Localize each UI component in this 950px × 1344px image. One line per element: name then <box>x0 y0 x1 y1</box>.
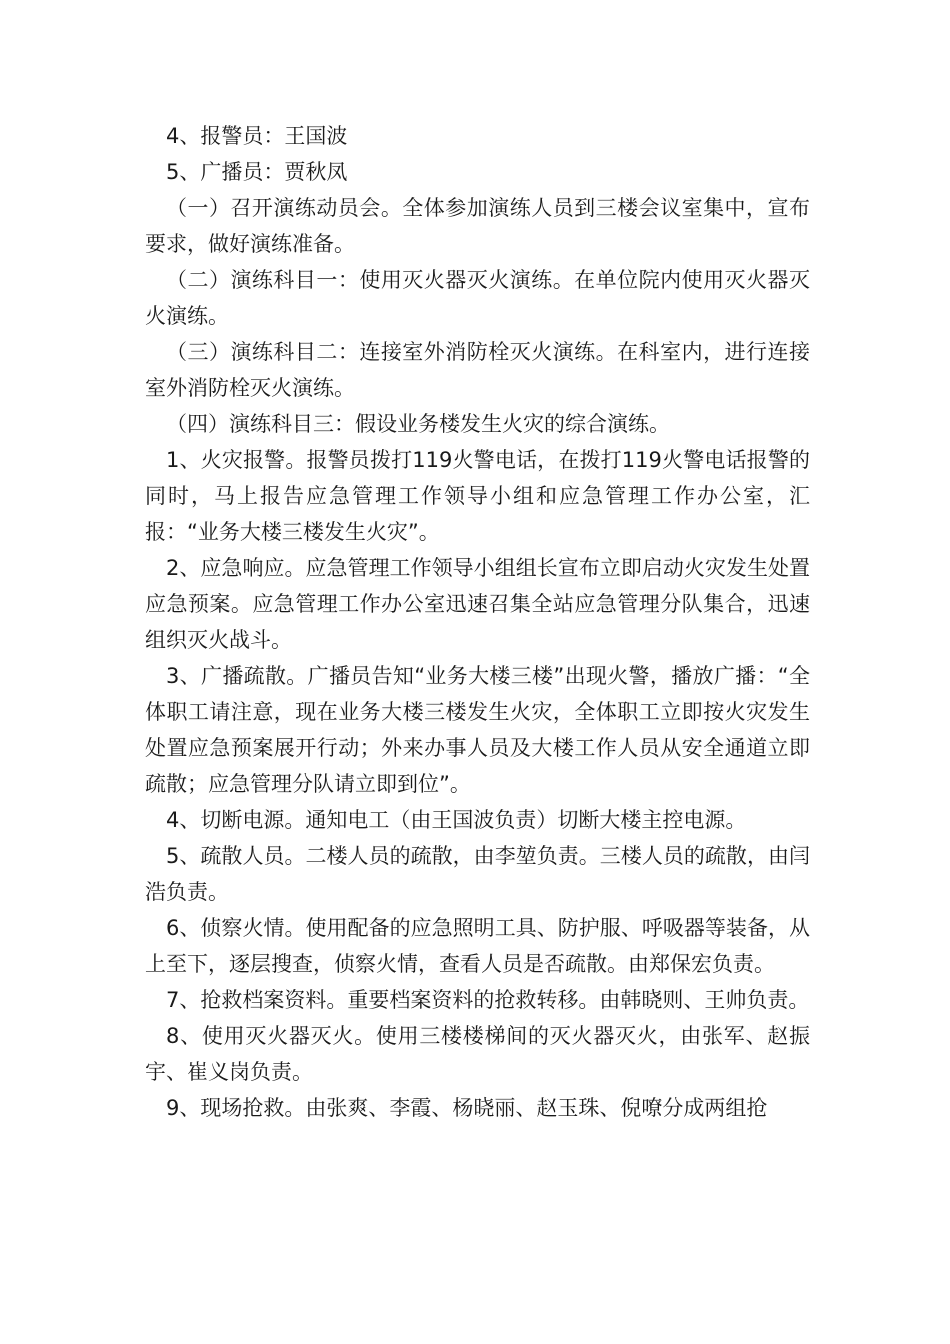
paragraph-evacuate-personnel: 5、疏散人员。二楼人员的疏散，由李堃负责。三楼人员的疏散，由闫浩负责。 <box>145 844 810 904</box>
paragraph-use-extinguisher: 8、使用灭火器灭火。使用三楼楼梯间的灭火器灭火，由张军、赵振宇、崔义岗负责。 <box>145 1024 810 1084</box>
paragraph-rescue-archives: 7、抢救档案资料。重要档案资料的抢救转移。由韩晓则、王帅负责。 <box>166 988 810 1012</box>
paragraph-drill-subject-three: （四）演练科目三：假设业务楼发生火灾的综合演练。 <box>166 412 670 436</box>
paragraph-fire-alarm: 1、火灾报警。报警员拨打119火警电话，在拨打119火警电话报警的同时，马上报告应急管理工作领导小组和应急管理工作办公室，汇报：“业务大楼三楼发生火灾”。 <box>145 448 810 544</box>
document-page <box>145 118 810 1126</box>
paragraph-drill-subject-one: （二）演练科目一：使用灭火器灭火演练。在单位院内使用灭火器灭火演练。 <box>145 268 810 328</box>
paragraph-broadcast-evacuation: 3、广播疏散。广播员告知“业务大楼三楼”出现火警，播放广播：“全体职工请注意，现在业务大楼三楼发生火灾，全体职工立即按火灾发生处置应急预案展开行动；外来办事人员及大楼工作人员从安全通道立即疏散；应急管理分队请立即到位”。 <box>145 664 810 796</box>
paragraph-alarm-officer: 4、报警员：王国波 <box>166 124 348 148</box>
paragraph-emergency-response: 2、应急响应。应急管理工作领导小组组长宣布立即启动火灾发生处置应急预案。应急管理工作办公室迅速召集全站应急管理分队集合，迅速组织灭火战斗。 <box>145 556 810 652</box>
paragraph-cut-power: 4、切断电源。通知电工（由王国波负责）切断大楼主控电源。 <box>166 808 747 832</box>
paragraph-scout-fire: 6、侦察火情。使用配备的应急照明工具、防护服、呼吸器等装备，从上至下，逐层搜查，侦察火情，查看人员是否疏散。由郑保宏负责。 <box>145 916 810 976</box>
paragraph-drill-subject-two: （三）演练科目二：连接室外消防栓灭火演练。在科室内，进行连接室外消防栓灭火演练。 <box>145 340 810 400</box>
paragraph-broadcaster: 5、广播员：贾秋凤 <box>166 160 348 184</box>
paragraph-mobilization-meeting: （一）召开演练动员会。全体参加演练人员到三楼会议室集中，宣布要求，做好演练准备。 <box>145 196 810 256</box>
paragraph-onsite-rescue: 9、现场抢救。由张爽、李霞、杨晓丽、赵玉珠、倪嘹分成两组抢 <box>166 1096 768 1120</box>
